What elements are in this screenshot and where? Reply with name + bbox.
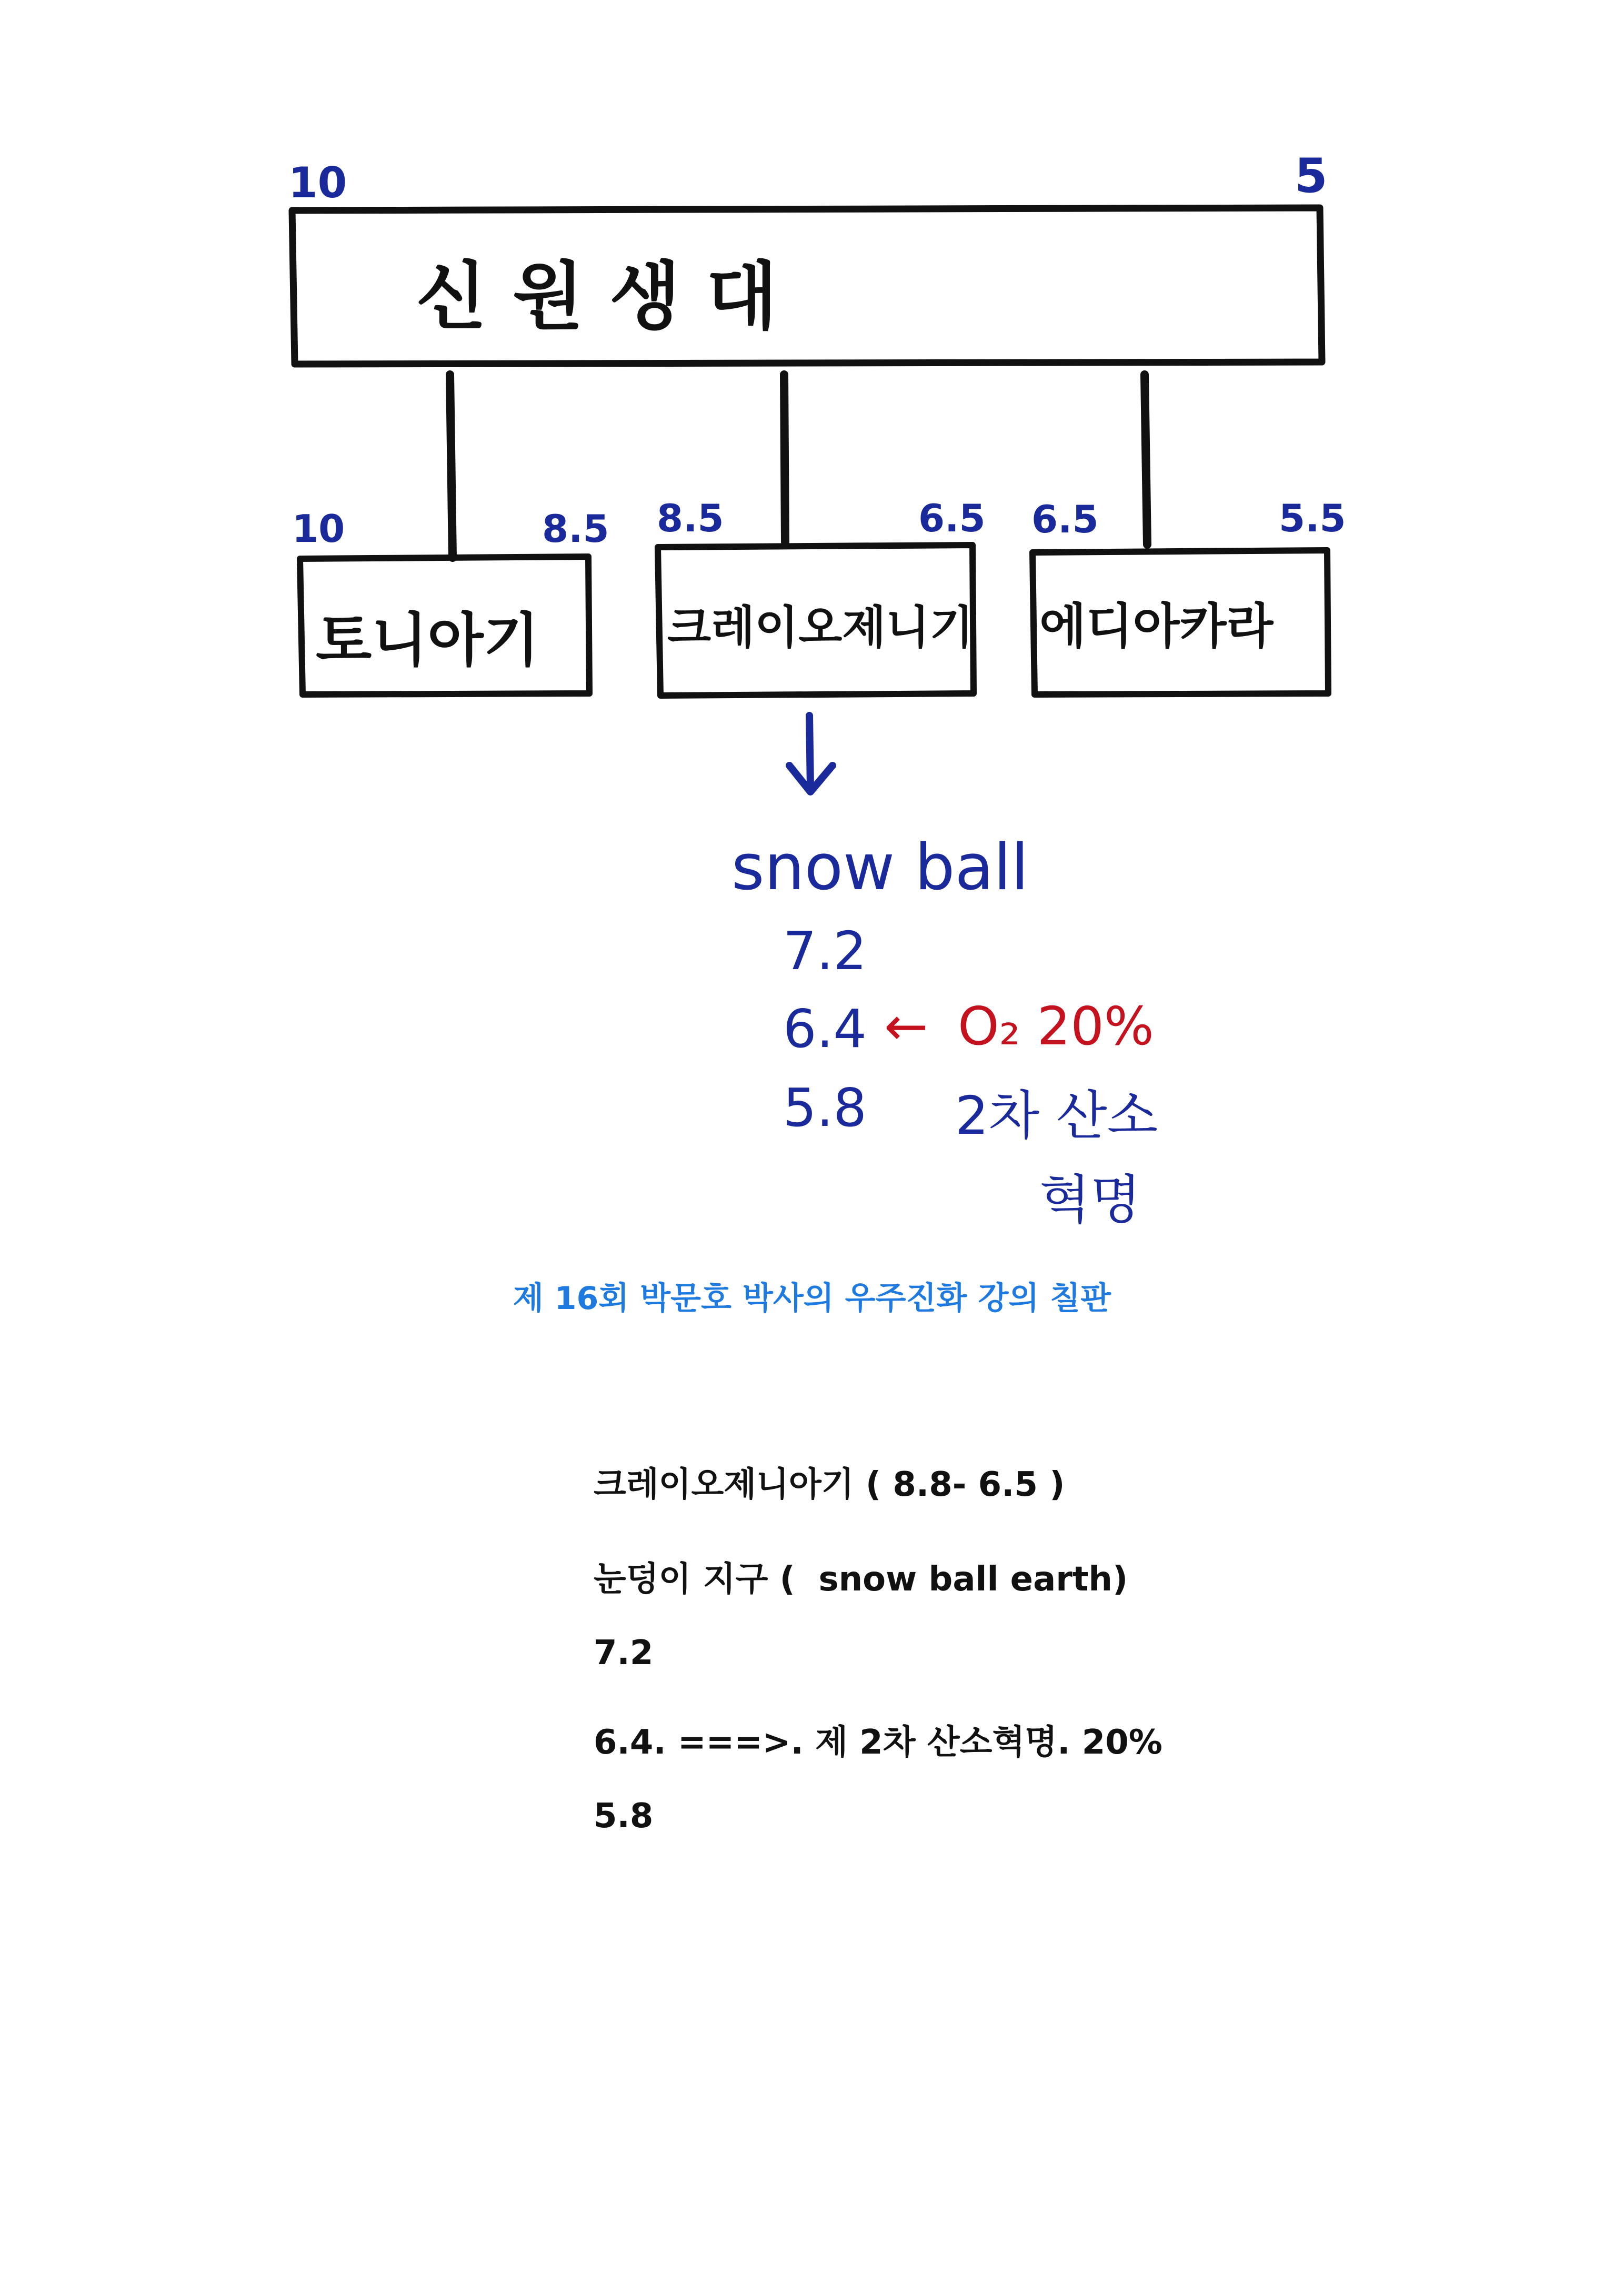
period-end-tonian: 8.5 bbox=[542, 507, 609, 551]
oxygen-note: O₂ 20% bbox=[958, 995, 1154, 1057]
note-snowball-earth: 눈덩이 지구 ( snow ball earth) bbox=[594, 1560, 1128, 1599]
snowball-value-3: 5.8 bbox=[783, 1077, 867, 1139]
period-label-tonian: 토니아기 bbox=[316, 607, 540, 674]
oxygen-revolution-line-2: 혁명 bbox=[1039, 1169, 1141, 1231]
connector-line-ediacaran bbox=[1145, 375, 1147, 545]
period-label-ediacaran: 에디아카라 bbox=[1039, 598, 1274, 654]
period-label-cryogenian: 크레이오제니기 bbox=[667, 601, 974, 654]
period-start-tonian: 10 bbox=[292, 507, 345, 551]
period-start-ediacaran: 6.5 bbox=[1031, 497, 1099, 541]
connector-line-tonian bbox=[450, 375, 453, 558]
note-oxygen-revolution: 6.4. ===>. 제 2차 산소혁명. 20% bbox=[594, 1723, 1162, 1762]
note-period-range: 크레이오제니아기 ( 8.8- 6.5 ) bbox=[594, 1465, 1065, 1504]
snowball-label: snow ball bbox=[731, 831, 1029, 904]
lecture-caption: 제 16회 박문호 박사의 우주진화 강의 칠판 bbox=[513, 1280, 1111, 1317]
era-box-neoproterozoic bbox=[288, 148, 1328, 364]
oxygen-revolution-line-1: 2차 산소 bbox=[955, 1085, 1158, 1146]
era-end-value: 5 bbox=[1295, 148, 1328, 204]
era-box-label: 신 원 생 대 bbox=[416, 254, 778, 340]
down-arrow-icon bbox=[789, 716, 833, 792]
period-end-cryogenian: 6.5 bbox=[918, 496, 986, 540]
period-box-ediacaran bbox=[1031, 496, 1346, 694]
period-end-ediacaran: 5.5 bbox=[1279, 496, 1346, 540]
left-arrow-icon: ← bbox=[884, 995, 928, 1057]
snowball-value-1: 7.2 bbox=[783, 920, 867, 982]
note-value-3: 5.8 bbox=[594, 1797, 654, 1836]
period-start-cryogenian: 8.5 bbox=[657, 496, 724, 540]
snowball-value-2: 6.4 bbox=[783, 998, 867, 1060]
connector-line-cryogenian bbox=[784, 375, 785, 542]
period-box-cryogenian bbox=[657, 496, 986, 696]
note-value-1: 7.2 bbox=[594, 1634, 654, 1673]
era-start-value: 10 bbox=[288, 158, 347, 207]
